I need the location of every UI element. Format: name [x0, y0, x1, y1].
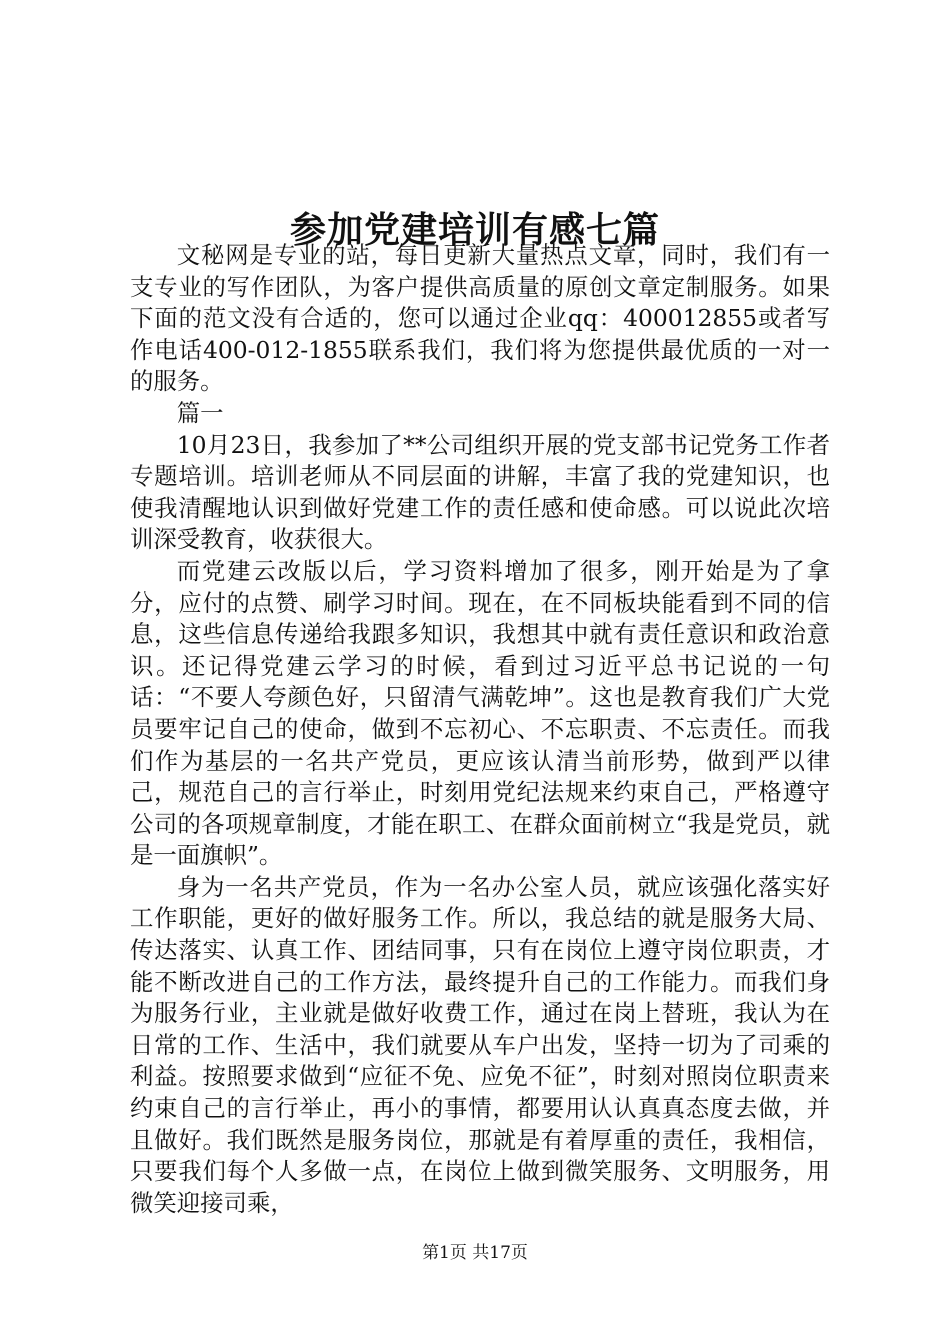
document-body: [130, 240, 830, 1219]
page-number-footer: 第1页 共17页: [422, 1243, 528, 1263]
body-paragraph: 身为一名共产党员，作为一名办公室人员，就应该强化落实好工作职能，更好的做好服务工作。所以，我总结的就是服务大局、传达落实、认真工作、团结同事，只有在岗位上遵守岗位职责，才能不断改进自己的工作方法，最终提升自己的工作能力。而我们身为服务行业，主业就是做好收费工作，通过在岗上替班，我认为在日常的工作、生活中，我们就要从车户出发，坚持一切为了司乘的利益。按照要求做到“应征不免、应免不征”，时刻对照岗位职责来约束自己的言行举止，再小的事情，都要用认认真真态度去做，并且做好。我们既然是服务岗位，那就是有着厚重的责任，我相信，只要我们每个人多做一点，在岗位上做到微笑服务、文明服务，用微笑迎接司乘，: [130, 872, 830, 1217]
document-title: 参加党建培训有感七篇: [289, 209, 660, 252]
body-paragraph: 而党建云改版以后，学习资料增加了很多，刚开始是为了拿分，应付的点赞、刷学习时间。现在，在不同板块能看到不同的信息，这些信息传递给我跟多知识，我想其中就有责任意识和政治意识。还记得党建云学习的时候，看到过习近平总书记说的一句话：“不要人夸颜色好，只留清气满乾坤”。这也是教育我们广大党员要牢记自己的使命，做到不忘初心、不忘职责、不忘责任。而我们作为基层的一名共产党员，更应该认清当前形势，做到严以律己，规范自己的言行举止，时刻用党纪法规来约束自己，严格遵守公司的各项规章制度，才能在职工、在群众面前树立“我是党员，就是一面旗帜”。: [130, 556, 830, 870]
body-paragraph: 10月23日，我参加了**公司组织开展的党支部书记党务工作者专题培训。培训老师从不同层面的讲解，丰富了我的党建知识，也使我清醒地认识到做好党建工作的责任感和使命感。可以说此次培训深受教育，收获很大。: [130, 430, 830, 554]
intro-paragraph: 文秘网是专业的站，每日更新大量热点文章，同时，我们有一支专业的写作团队，为客户提供高质量的原创文章定制服务。如果下面的范文没有合适的，您可以通过企业qq：400012855或者写作电话400-012-1855联系我们，我们将为您提供最优质的一对一的服务。: [130, 241, 830, 396]
section-heading: 篇一: [176, 398, 224, 427]
